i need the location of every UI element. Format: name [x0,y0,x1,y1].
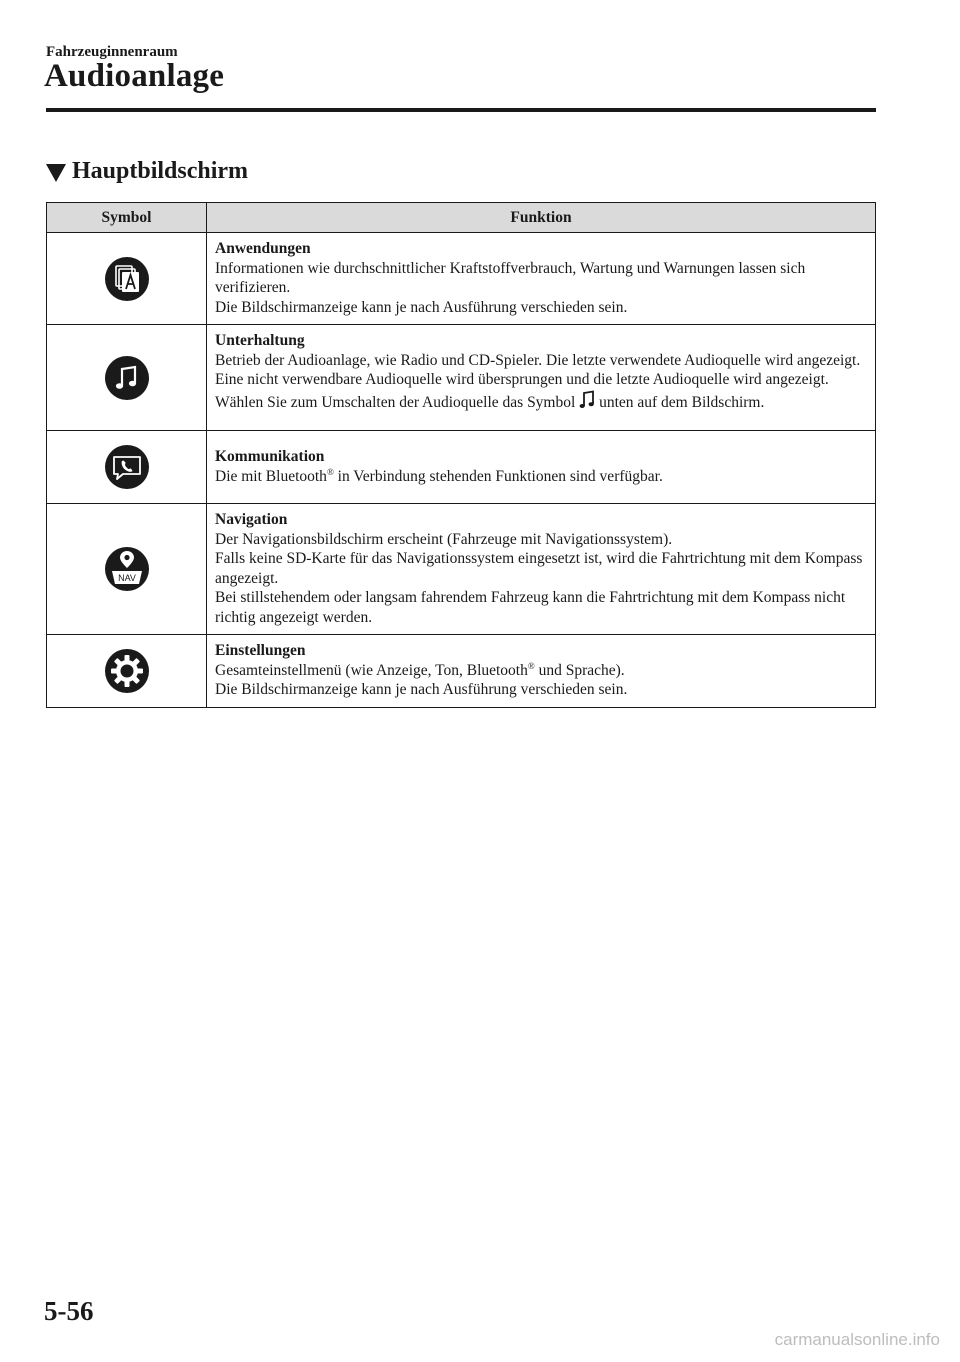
navigation-icon [105,547,149,591]
registered-mark: ® [326,466,334,477]
watermark: carmanualsonline.info [774,1330,940,1349]
col-header-symbol: Symbol [47,203,207,233]
function-line: Die Bildschirmanzeige kann je nach Ausführung verschieden sein. [215,681,628,698]
function-title: Anwendungen [215,240,311,257]
gear-icon [105,649,149,693]
chapter-title: Audioanlage [44,58,225,94]
nav-icon-label: NAV [117,573,136,583]
function-cell [207,233,876,325]
function-cell [207,635,876,708]
table-row [47,431,876,504]
function-line: Informationen wie durchschnittlicher Kraftstoffverbrauch, Wartung und Warnungen lassen sich verifizieren. [215,259,806,296]
function-line: Falls keine SD-Karte für das Navigationssystem eingesetzt ist, wird die Fahrtrichtung mit dem Kompass angezeigt. [215,550,863,587]
heading-text: Hauptbildschirm [72,158,249,184]
page-number: 5-56 [44,1296,94,1326]
function-text: und Sprache). [534,661,625,679]
function-text: Die mit Bluetooth [215,467,327,485]
function-title: Navigation [215,511,288,528]
symbol-cell [47,635,207,708]
function-line [215,661,867,681]
function-text: Wählen Sie zum Umschalten der Audioquelle das Symbol [215,393,576,411]
function-cell [207,504,876,635]
symbol-cell [47,325,207,431]
symbol-cell [47,504,207,635]
col-header-function: Funktion [207,203,876,233]
function-line: Die Bildschirmanzeige kann je nach Ausführung verschieden sein. [215,298,628,316]
function-line [215,467,867,487]
function-line: Der Navigationsbildschirm erscheint (Fahrzeuge mit Navigationssystem). [215,530,673,548]
function-line [215,390,867,413]
music-note-icon [579,390,595,410]
music-note-icon [105,356,149,400]
function-text: Gesamteinstellmenü (wie Anzeige, Ton, Bluetooth [215,661,528,679]
table-row [47,325,876,431]
function-title: Einstellungen [215,642,306,659]
phone-icon [105,445,149,489]
function-text: in Verbindung stehenden Funktionen sind verfügbar. [333,467,663,485]
function-cell [207,325,876,431]
function-line: Bei stillstehendem oder langsam fahrendem Fahrzeug kann die Fahrtrichtung mit dem Kompass nicht richtig angezeigt werden. [215,589,846,626]
symbol-cell [47,233,207,325]
header-rule [46,108,876,112]
section-heading [46,158,248,185]
function-text: unten auf dem Bildschirm. [599,393,765,411]
table-row [47,504,876,635]
table-row [47,635,876,708]
table-row [47,233,876,325]
triangle-bullet-icon [46,164,66,182]
function-title: Kommunikation [215,448,325,465]
applications-icon [105,257,149,301]
function-title: Unterhaltung [215,332,305,349]
function-cell [207,431,876,504]
symbol-function-table [46,202,876,708]
registered-mark: ® [527,660,535,671]
table-header-row [47,203,876,233]
symbol-cell [47,431,207,504]
section-label: Fahrzeuginnenraum [46,44,178,60]
function-line: Betrieb der Audioanlage, wie Radio und CD-Spieler. Die letzte verwendete Audioquelle wird angezeigt. Eine nicht verwendbare Audioquelle wird übersprungen und die letzte Audioquelle wird angezeigt. [215,351,861,388]
